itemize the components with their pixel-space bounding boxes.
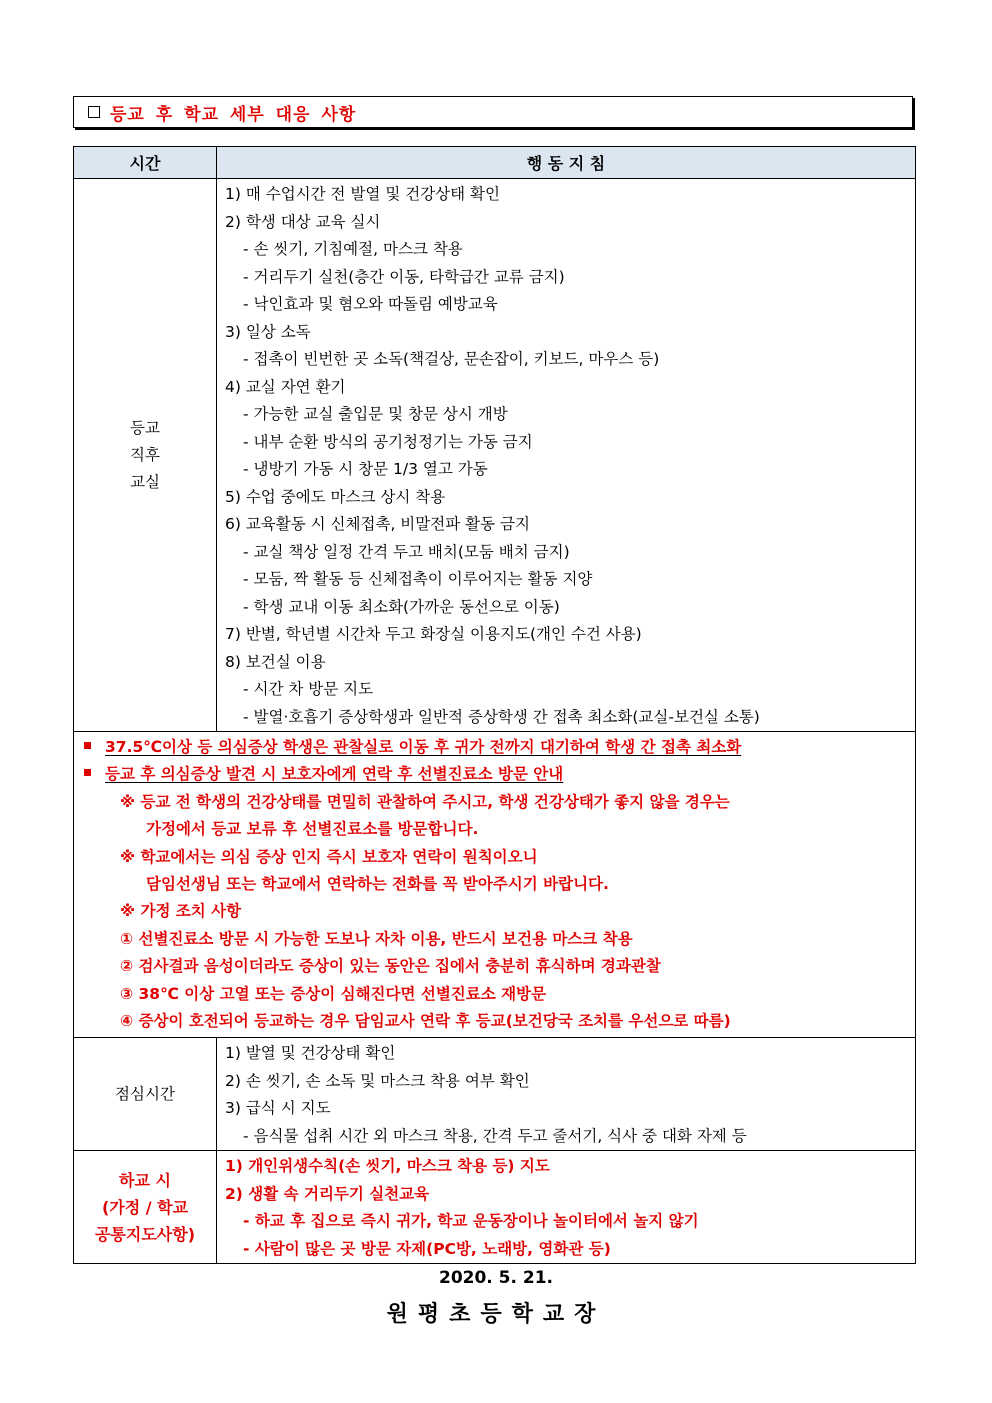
- table-header-row: [74, 147, 916, 179]
- list-item: 3) 일상 소독: [225, 322, 311, 341]
- list-item: 1) 발열 및 건강상태 확인: [225, 1044, 396, 1063]
- list-item: 8) 보건실 이용: [225, 652, 326, 671]
- guide-cell-classroom: [217, 179, 916, 732]
- list-subitem: - 손 씻기, 기침예절, 마스크 착용: [243, 240, 463, 258]
- checkbox-icon: [88, 106, 100, 118]
- list-subitem: - 학생 교내 이동 최소화(가까운 동선으로 이동): [243, 597, 560, 616]
- notice-note: ※ 학교에서는 의심 증상 인지 즉시 보호자 연락이 원칙이오니: [120, 847, 538, 866]
- guide-cell-dismissal: [217, 1151, 916, 1264]
- list-item: 4) 교실 자연 환기: [225, 377, 346, 396]
- list-item: 6) 교육활동 시 신체접촉, 비말전파 활동 금지: [225, 515, 530, 533]
- section-title: 등교 후 학교 세부 대응 사항: [110, 104, 357, 125]
- time-cell-lunch: 점심시간: [74, 1038, 217, 1151]
- list-item: 7) 반별, 학년별 시간차 두고 화장실 이용지도(개인 수건 사용): [225, 625, 642, 643]
- list-subitem: - 낙인효과 및 혐오와 따돌림 예방교육: [243, 295, 498, 313]
- notice-note: ※ 등교 전 학생의 건강상태를 면밀히 관찰하여 주시고, 학생 건강상태가 좋지 않을 경우는: [120, 792, 730, 811]
- list-item: 2) 손 씻기, 손 소독 및 마스크 착용 여부 확인: [225, 1071, 530, 1090]
- list-subitem: - 거리두기 실천(층간 이동, 타학급간 교류 금지): [243, 267, 565, 286]
- header-guide: 행 동 지 침: [217, 147, 916, 179]
- home-step: ③ 38℃ 이상 고열 또는 증상이 심해진다면 선별진료소 재방문: [120, 984, 547, 1003]
- time-line: 직후: [130, 445, 160, 464]
- header-time: 시간: [74, 147, 217, 179]
- list-subitem: - 발열·호흡기 증상학생과 일반적 증상학생 간 접촉 최소화(교실-보건실 소통): [243, 707, 760, 726]
- time-line: 교실: [130, 472, 160, 491]
- list-subitem: - 하교 후 집으로 즉시 귀가, 학교 운동장이나 놀이터에서 놀지 않기: [243, 1212, 699, 1231]
- notice-note: ※ 가정 조치 사항: [120, 902, 242, 921]
- square-bullet-icon: [84, 769, 91, 776]
- home-step: ② 검사결과 음성이더라도 증상이 있는 동안은 집에서 충분히 휴식하며 경과관찰: [120, 957, 661, 976]
- time-line: (가정 / 학교: [101, 1197, 189, 1217]
- time-line: 공통지도사항): [94, 1224, 196, 1244]
- guideline-table: [73, 146, 916, 1264]
- list-item: 1) 개인위생수칙(손 씻기, 마스크 착용 등) 지도: [225, 1157, 550, 1176]
- home-step: ④ 증상이 호전되어 등교하는 경우 담임교사 연락 후 등교(보건당국 조치를 우선으로 따름): [120, 1011, 731, 1030]
- time-cell-classroom: [74, 179, 217, 732]
- notice-note-cont: 담임선생님 또는 학교에서 연락하는 전화를 꼭 받아주시기 바랍니다.: [146, 874, 609, 893]
- section-title-box: [73, 96, 913, 128]
- list-item: 2) 학생 대상 교육 실시: [225, 212, 381, 231]
- notice-cell: [74, 732, 916, 1038]
- list-subitem: - 음식물 섭취 시간 외 마스크 착용, 간격 두고 줄서기, 식사 중 대화 자제 등: [243, 1126, 747, 1145]
- time-line: 등교: [130, 418, 160, 437]
- document-date: 2020. 5. 21.: [438, 1268, 553, 1288]
- list-subitem: - 사람이 많은 곳 방문 자제(PC방, 노래방, 영화관 등): [243, 1239, 611, 1258]
- time-line: 하교 시: [119, 1170, 171, 1190]
- list-subitem: - 냉방기 가동 시 창문 1/3 열고 가동: [243, 460, 488, 478]
- table-row-lunch: [74, 1038, 916, 1151]
- list-item: 3) 급식 시 지도: [225, 1099, 331, 1118]
- notice-note-cont: 가정에서 등교 보류 후 선별진료소를 방문합니다.: [146, 820, 479, 839]
- list-subitem: - 가능한 교실 출입문 및 창문 상시 개방: [243, 405, 508, 423]
- list-subitem: - 내부 순환 방식의 공기청정기는 가동 금지: [243, 432, 533, 451]
- list-subitem: - 접촉이 빈번한 곳 소독(책걸상, 문손잡이, 키보드, 마우스 등): [243, 350, 660, 368]
- home-step: ① 선별진료소 방문 시 가능한 도보나 자차 이용, 반드시 보건용 마스크 착용: [120, 929, 633, 948]
- table-row-dismissal: [74, 1151, 916, 1264]
- time-cell-dismissal: [74, 1151, 217, 1264]
- list-subitem: - 교실 책상 일정 간격 두고 배치(모둠 배치 금지): [243, 542, 570, 561]
- list-subitem: - 시간 차 방문 지도: [243, 680, 374, 698]
- list-item: 1) 매 수업시간 전 발열 및 건강상태 확인: [225, 185, 500, 203]
- notice-bullet: 등교 후 의심증상 발견 시 보호자에게 연락 후 선별진료소 방문 안내: [84, 761, 915, 788]
- guide-cell-lunch: [217, 1038, 916, 1151]
- table-row-classroom: [74, 179, 916, 732]
- square-bullet-icon: [84, 742, 91, 749]
- list-item: 5) 수업 중에도 마스크 상시 착용: [225, 487, 446, 506]
- list-item: 2) 생활 속 거리두기 실천교육: [225, 1184, 430, 1203]
- table-row-notice: [74, 732, 916, 1038]
- document-signer: 원평초등학교장: [386, 1302, 606, 1327]
- list-subitem: - 모둠, 짝 활동 등 신체접촉이 이루어지는 활동 지양: [243, 570, 593, 588]
- notice-bullet: 37.5℃이상 등 의심증상 학생은 관찰실로 이동 후 귀가 전까지 대기하여 학생 간 접촉 최소화: [84, 734, 915, 761]
